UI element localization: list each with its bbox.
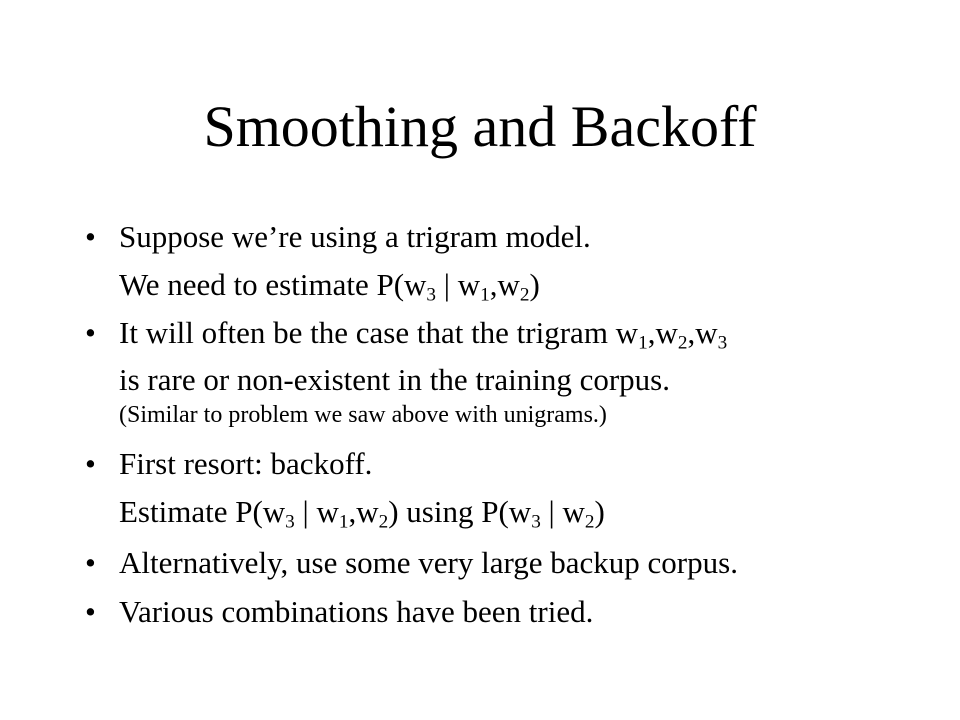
bullet-1-text: Suppose we’re using a trigram model.: [119, 219, 591, 254]
bullet-1-subline: We need to estimate $P(w_3$ | $w_1,w_2$): [119, 267, 540, 306]
bullet-2-line-2: is rare or non-existent in the training corpus.: [119, 362, 670, 397]
bullet-1-marker: •: [85, 219, 96, 254]
bullet-3-subline: Estimate $P(w_3$ | $w_1,w_2$) using $P(w_3$ | $w_2$): [119, 494, 605, 533]
bullet-5-marker: •: [85, 594, 96, 629]
bullet-2-marker: •: [85, 315, 96, 350]
bullet-2-text: It will often be the case that the trigram $w_1,w_2,w_3$: [119, 315, 728, 354]
bullet-4-marker: •: [85, 545, 96, 580]
bullet-3-text: First resort: backoff.: [119, 446, 373, 481]
bullet-3-marker: •: [85, 446, 96, 481]
bullet-2-note: (Similar to problem we saw above with unigrams.): [119, 402, 607, 428]
bullet-5-text: Various combinations have been tried.: [119, 594, 594, 629]
bullet-4-text: Alternatively, use some very large backup corpus.: [119, 545, 738, 580]
slide-title: Smoothing and Backoff: [203, 94, 757, 159]
